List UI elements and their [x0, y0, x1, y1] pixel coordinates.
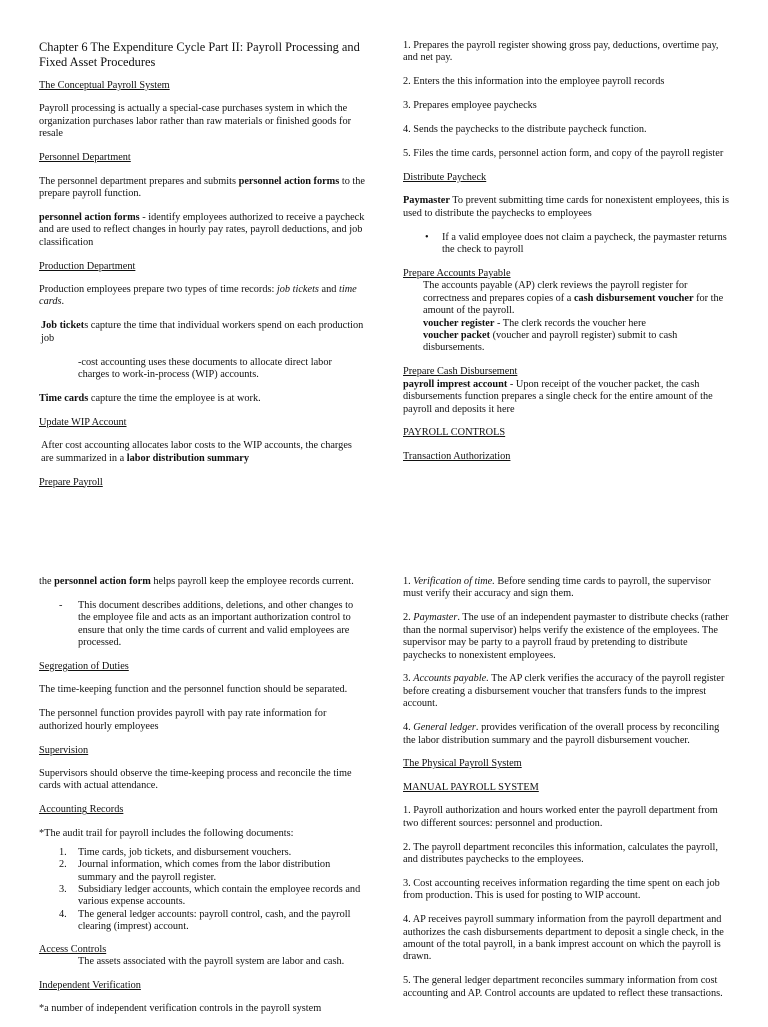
heading-segregation-of-duties: Segregation of Duties	[39, 661, 129, 673]
bold-term: cash disbursement voucher	[573, 292, 694, 304]
bold-term: personnel action form	[54, 576, 151, 587]
paragraph-segregation-2: The personnel function provides payroll with pay rate information for authorized hourly employees	[39, 708, 327, 732]
list-text: The general ledger accounts: payroll control, cash, and the payroll clearing (imprest) account.	[78, 908, 351, 933]
heading-personnel-department: Personnel Department	[39, 152, 131, 164]
paragraph-wip	[39, 440, 365, 465]
text: The AP clerk verifies the accuracy of the payroll register before creating a disbursement voucher that transfers funds to the imprest account.	[403, 673, 725, 710]
list-item	[39, 859, 365, 884]
list-text: Journal information, which comes from the labor distribution summary and the payroll register.	[78, 859, 331, 883]
text: helps payroll keep the employee records current.	[150, 576, 354, 587]
manual-step-3: 3. Cost accounting receives information regarding the time spent on each job from production. This is used for posting to WIP account.	[403, 877, 720, 902]
paragraph-cost-accounting: -cost accounting uses these documents to allocate direct labor charges to work-in-process (WIP) accounts.	[78, 356, 332, 380]
heading-distribute-paycheck: Distribute Paycheck	[403, 171, 487, 183]
list-item	[39, 847, 365, 859]
heading-prepare-cash-disbursement: Prepare Cash Disbursement	[403, 366, 518, 378]
heading-access-controls: Access Controls	[39, 943, 107, 955]
italic-term: General ledger	[413, 722, 476, 734]
text: Before sending time cards to payroll, the supervisor must verify their accuracy and sign them.	[403, 576, 711, 600]
paragraph-access-controls: The assets associated with the payroll system are labor and cash.	[78, 955, 345, 967]
list-text: Subsidiary ledger accounts, which contain the employee records and various expense accounts.	[78, 883, 361, 908]
bold-term: personnel action forms	[39, 211, 140, 223]
text: - Upon receipt of the voucher packet, the cash disbursements function prepares a single check for the entire amount of the payroll and deposits it here	[403, 378, 713, 415]
paragraph-conceptual: Payroll processing is actually a special-case purchases system in which the organization purchases labor rather than raw materials or finished goods for resale	[39, 103, 352, 140]
payroll-step-1: 1. Prepares the payroll register showing gross pay, deductions, overtime pay, and net pay.	[403, 40, 719, 64]
heading-update-wip: Update WIP Account	[39, 416, 127, 428]
text: and	[318, 283, 339, 295]
document-page-bottom	[0, 519, 768, 1024]
dash-item-describes	[39, 600, 365, 650]
text: 4.	[403, 722, 414, 734]
text: the	[39, 576, 55, 587]
manual-step-1: 1. Payroll authorization and hours worked enter the payroll department from two different sources: personnel and production.	[403, 805, 718, 829]
heading-prepare-payroll: Prepare Payroll	[39, 476, 103, 488]
paragraph-paymaster	[403, 195, 731, 220]
heading-manual-payroll-system: MANUAL PAYROLL SYSTEM	[403, 781, 539, 793]
italic-term: time cards	[39, 283, 357, 308]
text: . provides verification of the overall process by reconciling the labor distribution summary and the payroll disbursement voucher.	[403, 722, 720, 746]
text: capture the time the employee is at work.	[88, 392, 261, 404]
bullet-marker: •	[425, 231, 429, 243]
paragraph-personnel-action-forms	[39, 212, 365, 249]
heading-conceptual-payroll: The Conceptual Payroll System	[39, 80, 170, 91]
text: This document describes additions, deletions, and other changes to the employee file and acts as an important authorization control to ensure that only the time cards of current and valid employees are processed.	[78, 599, 354, 649]
text: s capture the time that individual workers spend on each production job	[41, 320, 364, 344]
heading-transaction-authorization: Transaction Authorization	[403, 450, 511, 462]
payroll-step-4: 4. Sends the paychecks to the distribute paycheck function.	[403, 124, 647, 136]
list-item	[39, 909, 365, 934]
text: for the amount of the payroll.	[423, 292, 724, 317]
text: 2.	[403, 612, 414, 624]
list-text: Time cards, job tickets, and disbursement vouchers.	[78, 846, 292, 858]
heading-independent-verification: Independent Verification	[39, 979, 141, 991]
paragraph-supervision: Supervisors should observe the time-keeping process and reconcile the time cards with actual attendance.	[39, 768, 352, 792]
paragraph-voucher-register	[403, 318, 731, 330]
right-column	[403, 576, 731, 1012]
text: 3.	[403, 673, 414, 685]
paragraph-time-cards	[39, 393, 365, 405]
list-number: 4.	[59, 908, 67, 920]
bold-term: voucher register	[423, 317, 495, 329]
heading-accounting-records: Accounting Records	[39, 804, 124, 816]
left-column	[39, 40, 365, 500]
bold-term: payroll imprest account	[403, 378, 508, 390]
paragraph-independent-verification: *a number of independent verification controls in the payroll system	[39, 1003, 322, 1015]
italic-term: Paymaster	[413, 612, 458, 624]
text: The personnel department prepares and submits	[39, 175, 239, 187]
right-column	[403, 40, 731, 474]
italic-term: Accounts payable.	[413, 673, 489, 685]
text: After cost accounting allocates labor costs to the WIP accounts, the charges are summarized in a	[41, 440, 352, 464]
list-item	[39, 884, 365, 909]
dash-marker: -	[59, 599, 63, 611]
payroll-step-5: 5. Files the time cards, personnel action form, and copy of the payroll register	[403, 148, 724, 160]
text: - identify employees authorized to receive a paycheck and are used to reflect changes in hourly pay rates, payroll deductions, and job classification	[39, 211, 365, 248]
document-page-top	[0, 0, 768, 505]
text: The accounts payable (AP) clerk reviews the payroll register for correctness and prepares copies of a	[423, 280, 688, 304]
verification-item-3	[403, 673, 731, 710]
list-number: 1.	[59, 846, 67, 858]
text: .	[61, 296, 65, 308]
heading-production-department: Production Department	[39, 260, 136, 272]
verification-item-4	[403, 722, 731, 747]
text: If a valid employee does not claim a paycheck, the paymaster returns the check to payroll	[442, 231, 727, 256]
paragraph-segregation-1: The time-keeping function and the personnel function should be separated.	[39, 684, 348, 696]
bold-term: Paymaster	[403, 195, 450, 207]
paragraph-production	[39, 284, 365, 309]
heading-physical-payroll-system: The Physical Payroll System	[403, 758, 522, 770]
bold-term: Job ticket	[41, 320, 85, 332]
chapter-title: Chapter 6 The Expenditure Cycle Part II: Payroll Processing and Fixed Asset Procedures	[39, 40, 360, 69]
heading-prepare-accounts-payable: Prepare Accounts Payable	[403, 267, 511, 279]
left-column	[39, 576, 365, 1027]
italic-term: Verification of time.	[413, 576, 495, 587]
text: 1.	[403, 576, 414, 587]
heading-payroll-controls: PAYROLL CONTROLS	[403, 427, 506, 439]
manual-step-4: 4. AP receives payroll summary information from the payroll department and authorizes the cash disbursements department to deposit a single check, in the amount of the total payroll, in a bank imprest account on which the payroll is drawn.	[403, 914, 724, 963]
heading-supervision: Supervision	[39, 744, 89, 756]
paragraph-audit-trail: *The audit trail for payroll includes the following documents:	[39, 827, 294, 839]
paragraph-personnel	[39, 176, 365, 201]
text: . The use of an independent paymaster to distribute checks (rather than the normal supervisor) helps verify the existence of the employees. The supervisor may be party to a payroll fraud by pretending to distribute paychecks to nonexistent employees.	[403, 612, 729, 661]
bold-term: labor distribution summary	[126, 452, 250, 464]
list-number: 3.	[59, 883, 67, 895]
text: Production employees prepare two types of time records:	[39, 283, 277, 295]
paragraph-voucher-packet	[403, 330, 731, 355]
manual-step-5: 5. The general ledger department reconciles summary information from cost accounting and AP. Control accounts are updated to reflect these transactions.	[403, 975, 723, 999]
audit-trail-list	[39, 847, 365, 934]
list-number: 2.	[59, 859, 67, 871]
paragraph-job-tickets	[39, 320, 365, 345]
paragraph-ap-clerk	[403, 280, 731, 317]
payroll-step-2: 2. Enters the this information into the employee payroll records	[403, 76, 665, 88]
bullet-item-paymaster	[403, 232, 731, 257]
text: (voucher and payroll register) submit to cash disbursements.	[423, 330, 678, 354]
verification-item-2	[403, 612, 731, 662]
verification-item-1	[403, 576, 731, 601]
italic-term: job tickets	[276, 283, 319, 295]
bold-term: voucher packet	[423, 330, 491, 341]
payroll-step-3: 3. Prepares employee paychecks	[403, 100, 537, 112]
text: To prevent submitting time cards for nonexistent employees, this is used to distribute the paychecks to employees	[403, 195, 729, 219]
text: - The clerk records the voucher here	[494, 317, 647, 329]
bold-term: personnel action forms	[238, 175, 340, 187]
manual-step-2: 2. The payroll department reconciles this information, calculates the payroll, and distributes paychecks to the employees.	[403, 841, 718, 865]
bold-term: Time cards	[39, 392, 89, 404]
text: to the prepare payroll function.	[39, 175, 366, 199]
paragraph-imprest-account	[403, 379, 731, 416]
paragraph-personnel-action-form-helps	[39, 576, 365, 588]
